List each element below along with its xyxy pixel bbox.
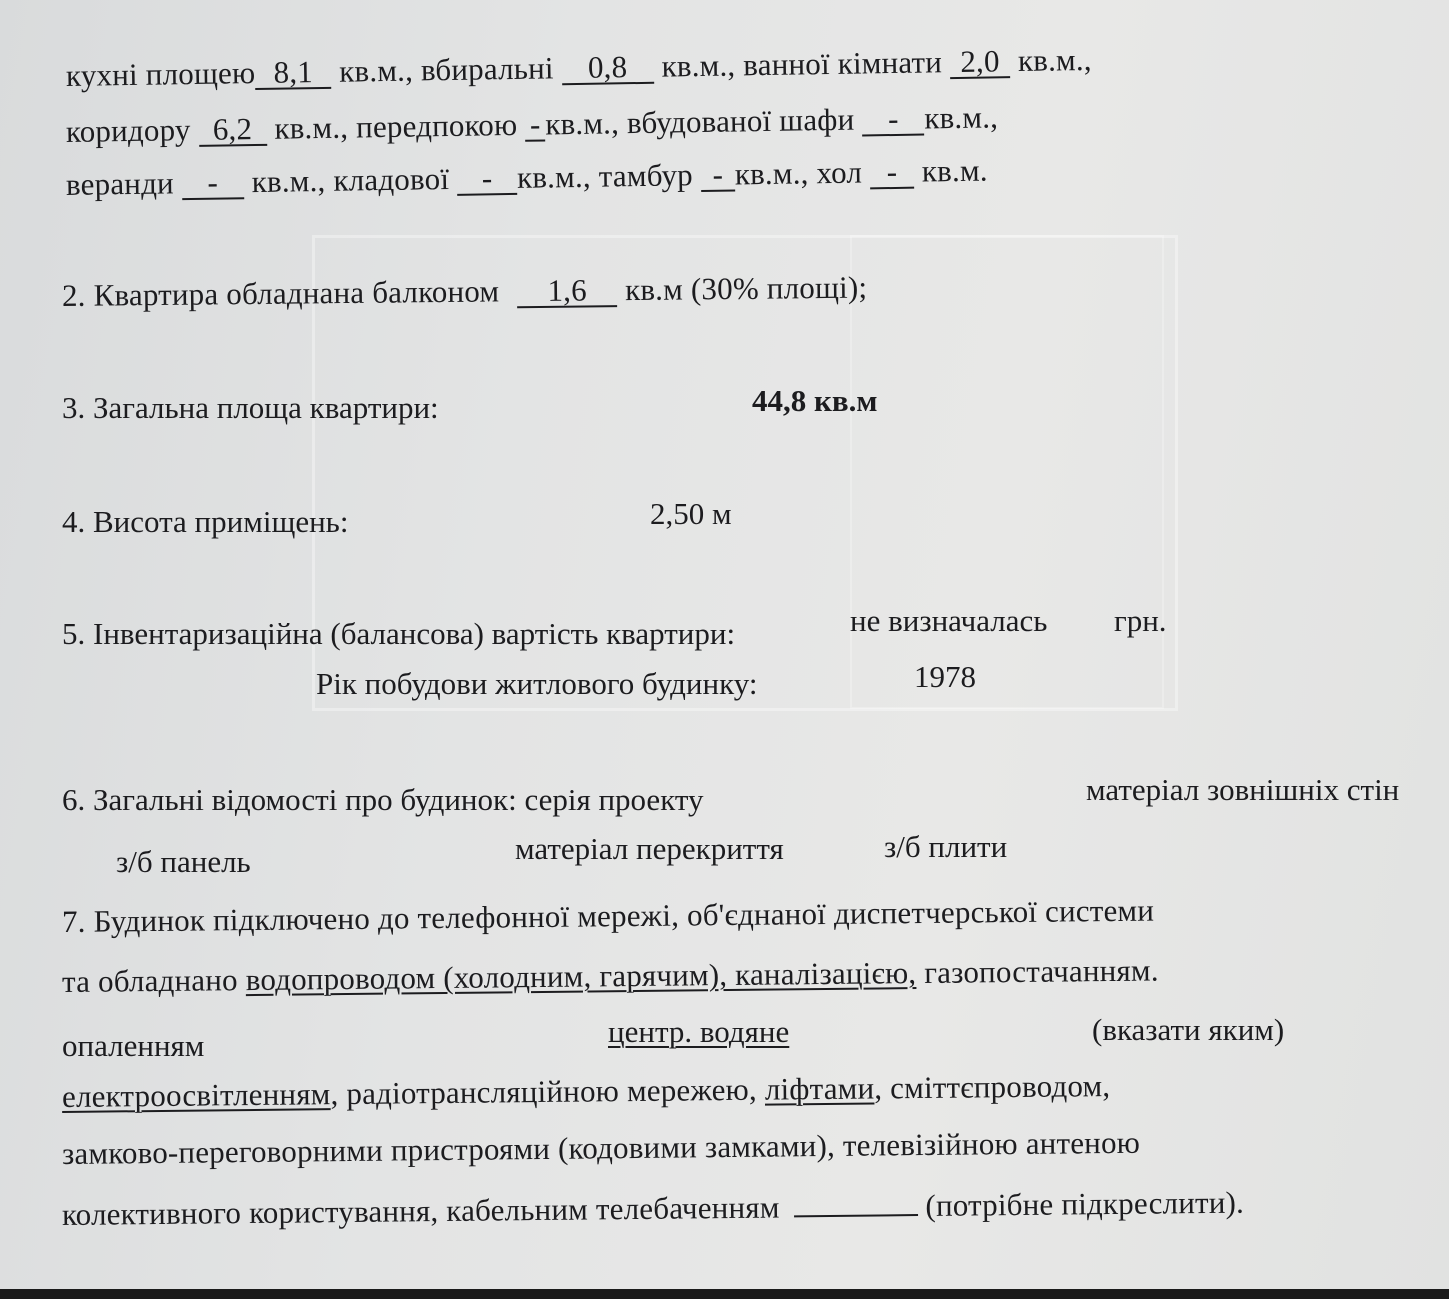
build-year-label: Рік побудови житлового будинку: [316, 666, 758, 701]
electric-lighting: електроосвітленням [61, 1076, 331, 1114]
hallway-area: - [525, 109, 546, 141]
toilet-label: вбиральні [420, 50, 554, 88]
unit-label: кв.м., [338, 52, 414, 89]
bath-label: ванної кімнати [742, 44, 943, 83]
storage-label: кладової [333, 160, 450, 198]
heating-label: опаленням [62, 1028, 205, 1063]
line-room-areas-1 [66, 40, 1092, 96]
unit-label: кв.м., [1017, 41, 1092, 79]
walls-material-label: матеріал зовнішніх стін [1086, 772, 1400, 807]
garbage-chute: , сміттєпроводом, [874, 1068, 1111, 1106]
inventory-value: не визначалась [850, 603, 1048, 638]
veranda-label: веранди [65, 165, 175, 202]
toilet-area: 0,8 [561, 52, 653, 85]
build-year-value: 1978 [914, 659, 976, 694]
heating-value: центр. водяне [608, 1014, 790, 1049]
walls-material-value: з/б панель [116, 844, 251, 879]
unit-label: кв.м., [251, 162, 326, 200]
gas-supply-label: газопостачанням. [924, 952, 1159, 990]
item-6-label: 6. Загальні відомості про будинок: серія проекту [62, 782, 704, 817]
item-7-line-2 [62, 951, 1159, 1002]
cable-tv-blank [794, 1214, 918, 1217]
unit-label: кв.м., [274, 109, 349, 146]
hall-area: - [870, 157, 914, 190]
unit-label: кв.м., [924, 99, 999, 136]
veranda-area: - [182, 167, 244, 200]
balcony-suffix: кв.м (30% площі); [624, 269, 868, 308]
underline-instruction: (потрібне підкреслити). [925, 1184, 1245, 1223]
corridor-area: 6,2 [198, 114, 266, 147]
unit-label: кв.м., [734, 155, 809, 192]
cable-tv-label: колективного користування, кабельним телебаченням [61, 1189, 780, 1232]
kitchen-label: кухні площею [65, 55, 256, 93]
total-area-value: 44,8 кв.м [752, 383, 878, 418]
item-7-line-6 [62, 1183, 1244, 1235]
kitchen-area: 8,1 [255, 57, 331, 90]
line-room-areas-3 [66, 151, 988, 205]
vestibule-area: - [701, 159, 735, 192]
utilities-underlined: водопроводом (холодним, гарячим), каналізацією, [245, 955, 917, 998]
item-7-line-1: 7. Будинок підключено до телефонної мережі, об'єднаної диспетчерської системи [61, 892, 1155, 939]
bath-area: 2,0 [950, 46, 1010, 79]
item-3-label: 3. Загальна площа квартири: [62, 390, 439, 425]
corridor-label: коридору [65, 112, 191, 149]
item-7-line-5: замково-переговорними пристроями (кодовими замками), телевізійною антеною [61, 1124, 1141, 1171]
balcony-label: 2. Квартира обладнана балконом [61, 273, 500, 313]
floor-material-value: з/б плити [884, 829, 1008, 864]
closet-label: вбудованої шафи [626, 101, 855, 141]
vestibule-label: тамбур [598, 157, 694, 194]
closet-area: - [862, 104, 924, 137]
unit-label: кв.м., [661, 47, 736, 84]
item-7-line-4 [62, 1066, 1111, 1117]
radio-network: , радіотрансляційною мережею, [330, 1071, 758, 1112]
table-edge [0, 1289, 1449, 1299]
balcony-area: 1,6 [517, 275, 617, 308]
hallway-label: передпокою [355, 106, 518, 145]
hall-label: хол [816, 154, 863, 191]
unit-label: кв.м., [545, 105, 620, 142]
ceiling-height-value: 2,50 м [650, 496, 732, 531]
storage-area: - [457, 163, 517, 196]
equipped-label: та обладнано [61, 962, 238, 999]
floor-material-label: матеріал перекриття [515, 831, 784, 866]
currency-label: грн. [1114, 603, 1167, 638]
heating-hint: (вказати яким) [1092, 1012, 1285, 1047]
item-2-balcony [62, 268, 868, 316]
item-4-label: 4. Висота приміщень: [62, 504, 349, 539]
item-5-label: 5. Інвентаризаційна (балансова) вартість квартири: [62, 616, 736, 651]
unit-label: кв.м., [516, 158, 592, 195]
unit-label: кв.м. [921, 152, 988, 189]
elevators: ліфтами [764, 1070, 875, 1107]
line-room-areas-2 [66, 97, 999, 152]
